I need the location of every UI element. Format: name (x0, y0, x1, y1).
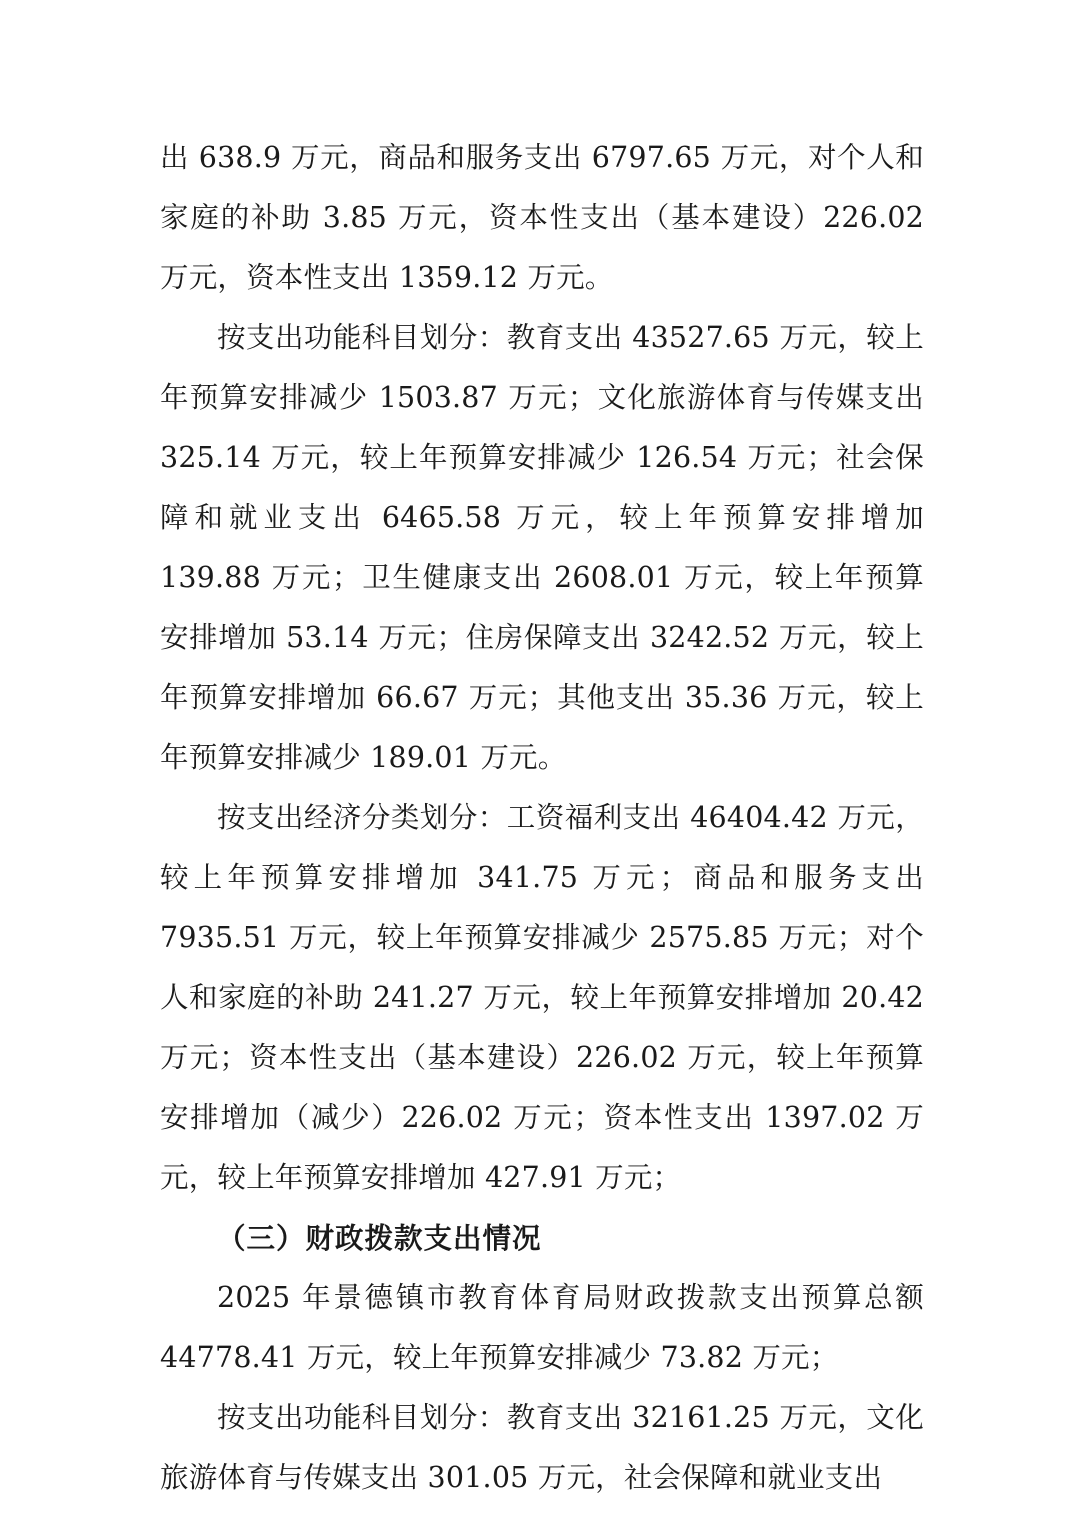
paragraph-appropriation-function: 按支出功能科目划分：教育支出 32161.25 万元，文化旅游体育与传媒支出 301.05 万元，社会保障和就业支出 (160, 1401, 924, 1494)
section-heading-three: （三）财政拨款支出情况 (217, 1221, 542, 1255)
paragraph-function-category: 按支出功能科目划分：教育支出 43527.65 万元，较上年预算安排减少 1503.87 万元；文化旅游体育与传媒支出 325.14 万元，较上年预算安排减少 126.54 万元；社会保障和就业支出 6465.58 万元，较上年预算安排增加 139.88 万元；卫生健康支出 2608.01 万元，较上年预算安排增加 53.14 万元；住房保障支出 3242.52 万元，较上年预算安排增加 66.67 万元；其他支出 35.36 万元，较上年预算安排减少 189.01 万元。 (160, 321, 924, 774)
document-body (160, 128, 924, 1508)
paragraph-appropriation-total: 2025 年景德镇市教育体育局财政拨款支出预算总额 44778.41 万元，较上年预算安排减少 73.82 万元； (160, 1281, 924, 1374)
paragraph-economic-category: 按支出经济分类划分：工资福利支出 46404.42 万元，较上年预算安排增加 341.75 万元；商品和服务支出 7935.51 万元，较上年预算安排减少 2575.85 万元；对个人和家庭的补助 241.27 万元，较上年预算安排增加 20.42 万元；资本性支出（基本建设）226.02 万元，较上年预算安排增加（减少）226.02 万元；资本性支出 1397.02 万元，较上年预算安排增加 427.91 万元； (160, 801, 924, 1194)
paragraph-econ-prev-continuation: 出 638.9 万元，商品和服务支出 6797.65 万元，对个人和家庭的补助 3.85 万元，资本性支出（基本建设）226.02 万元，资本性支出 1359.12 万元。 (160, 141, 924, 294)
